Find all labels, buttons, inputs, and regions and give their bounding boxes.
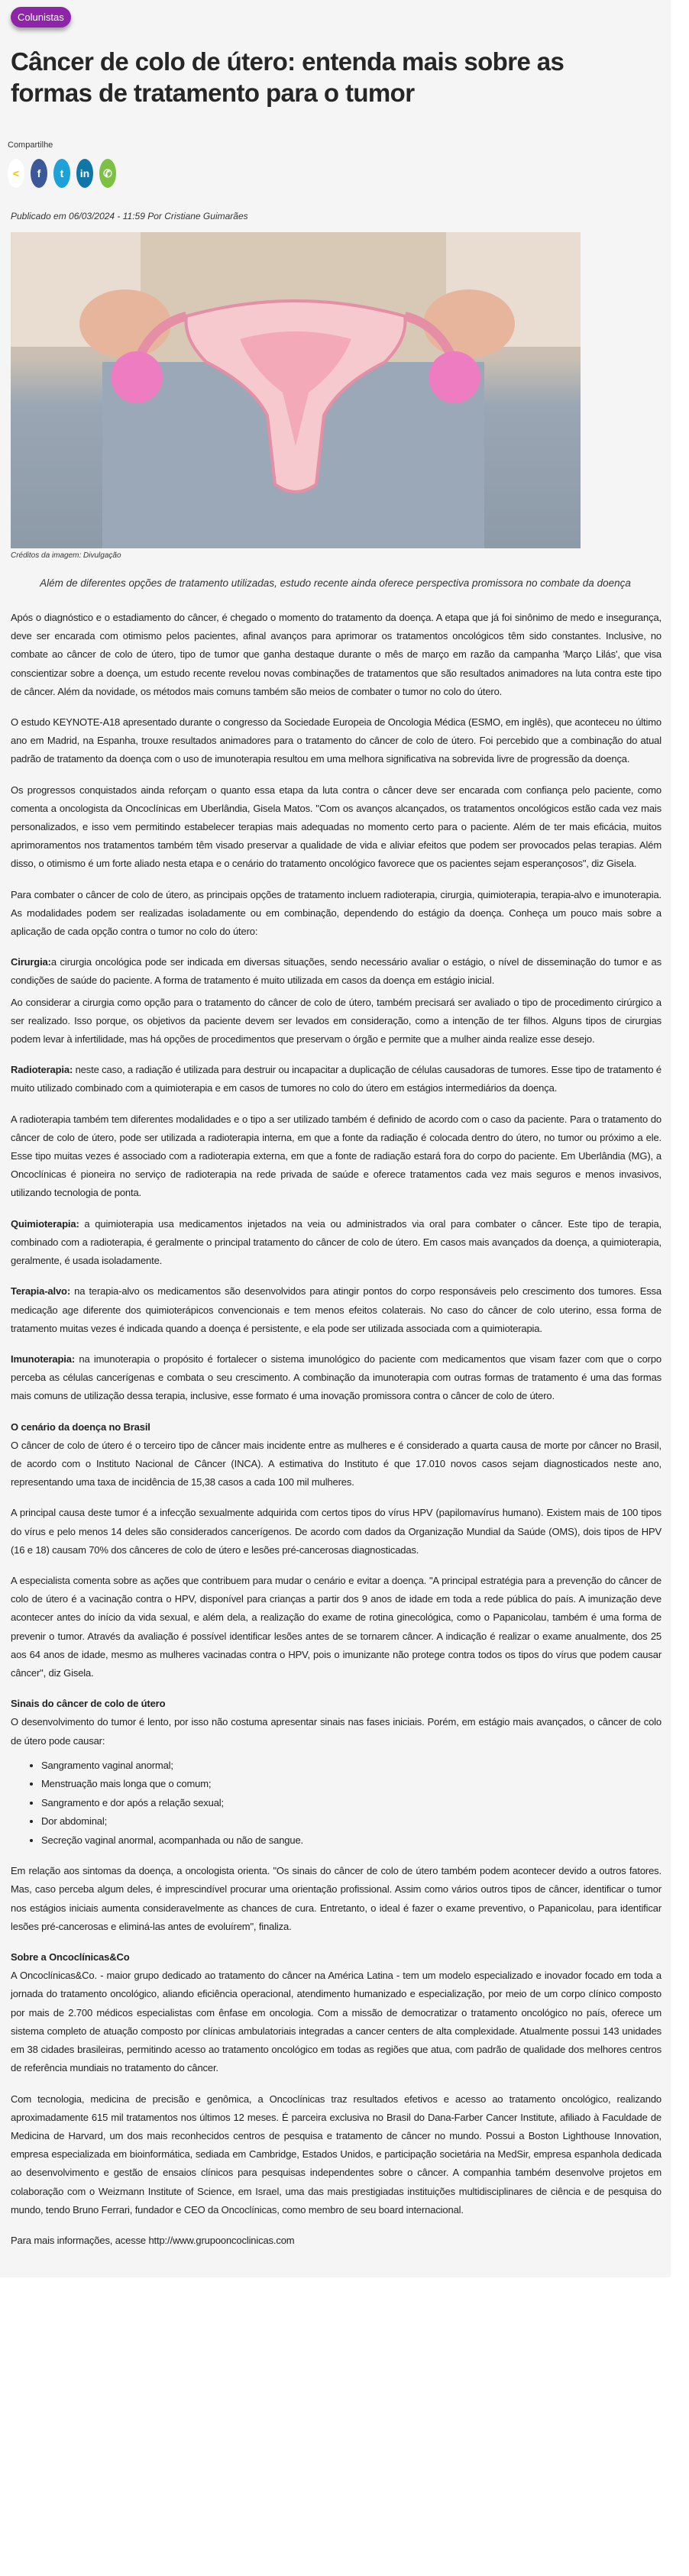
paragraph: O desenvolvimento do tumor é lento, por isso não costuma apresentar sinais nas fases iniciais. Porém, em estágio mais avançados, o câncer de colo de útero pode causar: [11, 1716, 662, 1747]
radioterapia-section [11, 1061, 662, 1097]
quimioterapia-section [11, 1215, 662, 1271]
section-label: Radioterapia: [11, 1064, 73, 1076]
section-heading: Sobre a Oncoclínicas&Co [11, 1951, 130, 1964]
linkedin-icon[interactable]: in [76, 159, 93, 188]
paragraph: Após o diagnóstico e o estadiamento do câncer, é chegado o momento do tratamento da doença. A etapa que já foi sinônimo de medo e insegurança, deve ser encarada com otimismo pelos pacientes, afinal avanços para aprimorar os tratamentos oncológicos têm sido constantes. Inclusive, no combate ao câncer de colo de útero, tipo de tumor que ganha destaque durante o mês de março em razão da campanha 'Março Lilás', que visa conscientizar sobre a doença, um estudo recente revelou novas combinações de tratamentos que são resultados animadores na luta contra este tipo de câncer. Além da novidade, os métodos mais comuns também são meios de combater o tumor no colo do útero. [11, 612, 662, 697]
section-text: na imunoterapia o propósito é fortalecer o sistema imunológico do paciente com medicamentos que visam fazer com que o corpo perceba as células cancerígenas e combata o seu crescimento. A combinação da imunoterapia com outras formas de tratamento é uma das formas mais comuns de utilização dessa terapia, inclusive, esse formato é uma inovação promissora contra o câncer de colo de útero. [11, 1353, 662, 1402]
section-text: a quimioterapia usa medicamentos injetados na veia ou administrados via oral para combater o câncer. Este tipo de terapia, combinado com a radioterapia, é geralmente o principal tratamento do câncer de colo de útero. Em casos mais avançados da doença, a quimioterapia, geralmente, é usada isoladamente. [11, 1217, 662, 1267]
section-heading: Sinais do câncer de colo de útero [11, 1698, 166, 1710]
whatsapp-icon[interactable]: ✆ [99, 159, 116, 188]
paragraph: Para combater o câncer de colo de útero, as principais opções de tratamento incluem radioterapia, cirurgia, quimioterapia, terapia-alvo e imunoterapia. As modalidades podem ser realizadas isoladamente ou em combinação, dependendo do estágio da doença. Conheça um pouco mais sobre a aplicação de cada opção contra o tumor no colo do útero: [11, 888, 662, 938]
article-subtitle: Além de diferentes opções de tratamento utilizadas, estudo recente ainda oferece perspectiva promissora no combate da doença [40, 577, 631, 589]
section-text: neste caso, a radiação é utilizada para destruir ou incapacitar a duplicação de células causadoras de tumores. Esse tipo de tratamento é muito utilizado combinado com a quimioterapia e em casos de tumores no colo do útero em estágios intermediários da doença. [11, 1064, 662, 1094]
imunoterapia-section [11, 1350, 662, 1406]
publish-meta: Publicado em 06/03/2024 - 11:59 Por Cristiane Guimarães [11, 211, 248, 221]
paragraph: Os progressos conquistados ainda reforçam o quanto essa etapa da luta contra o câncer deve ser encarada com confiança pelo paciente, como comenta a oncologista da Oncoclínicas em Uberlândia, Gisela Matos. "Com os avanços alcançados, os tratamentos oncológicos estão cada vez mais personalizados, e isso vem permitindo estabelecer terapias mais adequadas no momento certo para o paciente. Além de ter mais eficácia, muitos aprimoramentos nos tratamentos também têm visado preservar a qualidade de vida e aliviar efeitos que podem ser provocados pelas terapias. Além disso, o otimismo é um forte aliado nesta etapa e o cenário do tratamento oncológico favorece que os pacientes sejam esperançosos", diz Gisela. [11, 784, 662, 870]
twitter-icon[interactable]: t [53, 159, 70, 188]
section-label: Quimioterapia: [11, 1217, 79, 1230]
paragraph: A radioterapia também tem diferentes modalidades e o tipo a ser utilizado também é definido de acordo com o caso da paciente. Para o tratamento do câncer de colo de útero, pode ser utilizada a radioterapia interna, em que a fonte da radiação é colocada dentro do útero, no tumor ou próximo a ele. Esse tipo muitas vezes é associado com a radioterapia externa, em que a fonte de radiação estará fora do corpo do paciente. Em Uberlândia (MG), a Oncoclínicas é pioneira no serviço de radioterapia na rede privada de saúde e oferece tratamentos cada vez mais seguros e menos invasivos, utilizando tecnologia de ponta. [11, 1113, 662, 1199]
cirurgia-section [11, 953, 662, 990]
paragraph: A especialista comenta sobre as ações que contribuem para mudar o cenário e evitar a doença. "A principal estratégia para a prevenção do câncer de colo de útero é a vacinação contra o HPV, disponível para crianças a partir dos 9 anos de idade em toda a rede pública do país. A imunização deve acontecer antes do início da vida sexual, e além dela, a realização do exame de rotina ginecológica, como o Papanicolau, também é uma forma de prevenir o tumor. Através da avaliação é possível identificar lesões antes de se tornarem câncer. A indicação é realizar o exame anualmente, dos 25 aos 64 anos de idade, mesmo as mulheres vacinadas contra o HPV, pois o imunizante não protege contra todos os tipos do vírus que podem causar câncer", diz Gisela. [11, 1574, 662, 1679]
paragraph: A principal causa deste tumor é a infecção sexualmente adquirida com certos tipos do vírus HPV (papilomavírus humano). Existem mais de 100 tipos do vírus e pelo menos 14 deles são considerados cancerígenos. De acordo com dados da Organização Mundial da Saúde (OMS), dois tipos de HPV (16 e 18) causam 70% dos cânceres de colo de útero e lesões pré-cancerosas diagnosticadas. [11, 1507, 662, 1556]
paragraph: O câncer de colo de útero é o terceiro tipo de câncer mais incidente entre as mulheres e é considerado a quarta causa de morte por câncer no Brasil, de acordo com o Instituto Nacional de Câncer (INCA). A estimativa do Instituto é que 17.010 novos casos sejam diagnosticados neste ano, representando uma taxa de incidência de 15,38 casos a cada 100 mil mulheres. [11, 1439, 662, 1488]
article-title: Câncer de colo de útero: entenda mais sobre as formas de tratamento para o tumor [11, 47, 564, 107]
section-heading: O cenário da doença no Brasil [11, 1421, 150, 1433]
list-item: • Dor abdominal; [41, 1812, 662, 1831]
article-body [11, 609, 662, 2250]
list-item: • Sangramento vaginal anormal; [41, 1757, 662, 1776]
list-item: • Menstruação mais longa que o comum; [41, 1775, 662, 1794]
paragraph: A Oncoclínicas&Co. - maior grupo dedicado ao tratamento do câncer na América Latina - tem um modelo especializado e inovador focado em toda a jornada do tratamento oncológico, aliando eficiência operacional, atendimento humanizado e especialização, por meio de um corpo clínico composto por mais de 2.700 médicos especialistas com ênfase em oncologia. Com a missão de democratizar o tratamento oncológico no país, oferece um sistema completo de atuação composto por clínicas ambulatoriais integradas a cancer centers de alta complexidade. Atualmente possui 143 unidades em 38 cidades brasileiras, permitindo acesso ao tratamento oncológico em todas as regiões que atua, com padrão de qualidade dos melhores centros de referência mundiais no tratamento do câncer. [11, 1970, 662, 2074]
article-image [11, 232, 581, 548]
paragraph: Ao considerar a cirurgia como opção para o tratamento do câncer de colo de útero, também precisará ser avaliado o tipo de procedimento cirúrgico a ser realizado. Isso porque, os objetivos da paciente devem ser levados em consideração, como a intenção de ter filhos. Alguns tipos de cirurgias podem levar à infertilidade, mas há opções de procedimentos que preservam o órgão e permite que a mulher ainda realize esse desejo. [11, 996, 662, 1046]
section-label: Imunoterapia: [11, 1353, 76, 1365]
paragraph: Com tecnologia, medicina de precisão e genômica, a Oncoclínicas traz resultados efetivos e acesso ao tratamento oncológico, realizando aproximadamente 615 mil tratamentos nos últimos 12 meses. É parceira exclusiva no Brasil do Dana-Farber Cancer Institute, afiliado à Faculdade de Medicina de Harvard, um dos mais reconhecidos centros de pesquisa e tratamento de câncer no mundo. Possui a Boston Lighthouse Innovation, empresa especializada em bioinformática, sediada em Cambridge, Estados Unidos, e participação societária na MedSir, empresa espanhola dedicada ao desenvolvimento e gestão de ensaios clínicos para pesquisas independentes sobre o câncer. A companhia também desenvolve projetos em colaboração com o Weizmann Institute of Science, em Israel, uma das mais prestigiadas instituições multidisciplinares de ciência e de pesquisa do mundo, tendo Bruno Ferrari, fundador e CEO da Oncoclínicas, como membro de seu board internacional. [11, 2093, 662, 2216]
list-item: • Sangramento e dor após a relação sexual; [41, 1794, 662, 1813]
share-label: Compartilhe [8, 141, 53, 150]
uterus-illustration [11, 232, 581, 548]
symptoms-list [11, 1757, 662, 1850]
terapia-alvo-section [11, 1282, 662, 1338]
paragraph: Em relação aos sintomas da doença, a oncologista orienta. "Os sinais do câncer de colo de útero também podem acontecer devido a outros fatores. Mas, caso perceba algum deles, é imprescindível procurar uma orientação profissional. Assim como vários outros tipos de câncer, identificar o tumor nos estágios iniciais aumenta consideravelmente as chances de cura. Entretanto, o ideal é fazer o exame preventivo, o Papanicolau, para identificar lesões pré-cancerosas e eliminá-las antes de evoluírem", finaliza. [11, 1865, 662, 1932]
section-text: a cirurgia oncológica pode ser indicada em diversas situações, sendo necessário avaliar o estágio, o nível de disseminação do tumor e as condições de saúde do paciente. A forma de tratamento é muito utilizada em casos da doença em estágio inicial. [11, 956, 662, 987]
facebook-icon[interactable]: f [31, 159, 47, 188]
paragraph: O estudo KEYNOTE-A18 apresentado durante o congresso da Sociedade Europeia de Oncologia Médica (ESMO, em inglês), que aconteceu no último ano em Madrid, na Espanha, trouxe resultados animadores para o tratamento do câncer de colo de útero. Foi percebido que a combinação do atual padrão de tratamento da doença com o uso de imunoterapia resultou em uma melhora significativa na sobrevida livre de progressão da doença. [11, 716, 662, 765]
website-link[interactable]: http://www.grupooncoclinicas.com [148, 2234, 295, 2246]
section-text: na terapia-alvo os medicamentos são desenvolvidos para atingir pontos do corpo responsáveis pelo crescimento dos tumores. Essa medicação age diferente dos quimioterápicos convencionais e tem menos efeitos colaterais. No caso do câncer de colo uterino, essa forma de tratamento muitas vezes é indicada quando a doença é persistente, e ela pode ser utilizada associada com a quimioterapia. [11, 1285, 662, 1334]
more-info-text: Para mais informações, acesse [11, 2234, 149, 2246]
category-badge[interactable]: Colunistas [11, 7, 71, 27]
share-icon[interactable]: < [8, 159, 24, 188]
image-credit: Créditos da imagem: Divulgação [11, 551, 121, 560]
section-label: Cirurgia: [11, 956, 51, 968]
more-info [11, 2232, 662, 2250]
section-label: Terapia-alvo: [11, 1285, 70, 1298]
list-item: • Secreção vaginal anormal, acompanhada ou não de sangue. [41, 1831, 662, 1850]
share-buttons [8, 159, 671, 188]
